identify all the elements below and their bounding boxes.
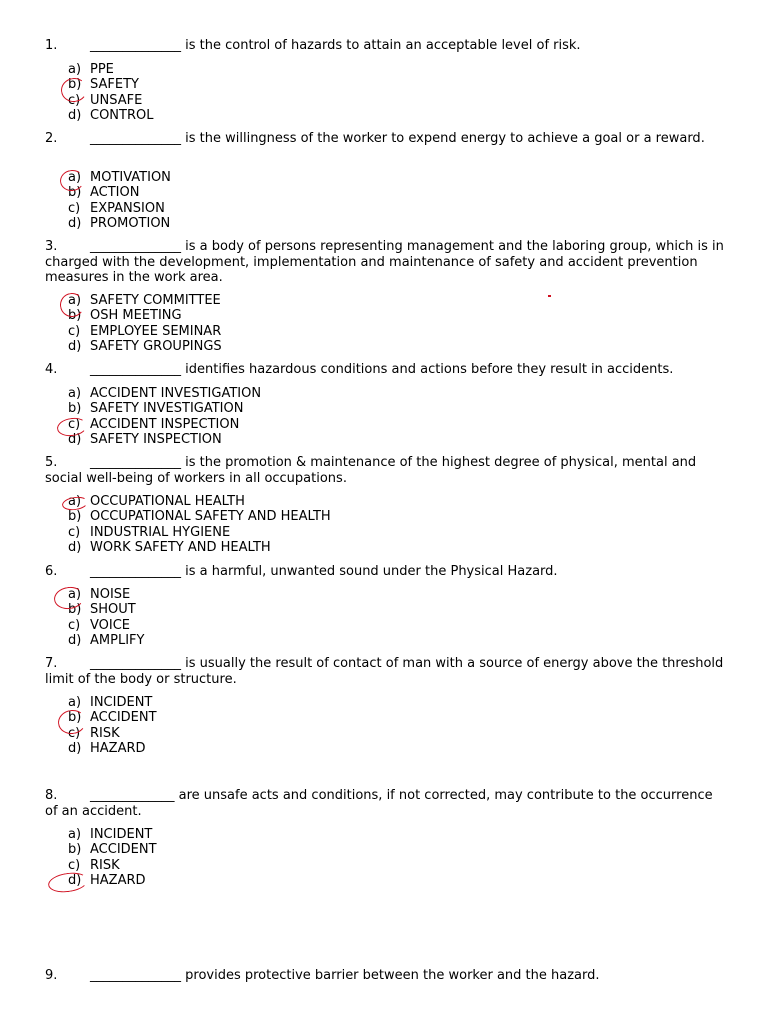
options-list-3 bbox=[68, 293, 222, 354]
question-6 bbox=[45, 564, 725, 580]
question-number: 7. bbox=[45, 656, 58, 671]
question-text: is the control of hazards to attain an acceptable level of risk. bbox=[181, 38, 581, 53]
option-letter: a) bbox=[68, 827, 82, 842]
answer-blank: ______________ bbox=[90, 362, 181, 377]
option-c bbox=[68, 201, 171, 216]
option-label: WORK SAFETY AND HEALTH bbox=[90, 539, 271, 555]
option-label: ACCIDENT bbox=[90, 842, 157, 858]
option-letter: b) bbox=[68, 308, 82, 324]
option-label: INDUSTRIAL HYGIENE bbox=[90, 524, 231, 540]
answer-blank: ______________ bbox=[90, 564, 181, 579]
option-letter: b) bbox=[68, 509, 82, 525]
question-1 bbox=[45, 38, 725, 54]
option-d bbox=[68, 540, 331, 555]
option-c bbox=[68, 858, 157, 873]
option-letter: a) bbox=[68, 587, 82, 602]
option-label: PROMOTION bbox=[90, 215, 171, 231]
option-label: ACCIDENT INVESTIGATION bbox=[90, 386, 262, 401]
option-label: VOICE bbox=[90, 617, 131, 633]
option-label: PPE bbox=[90, 62, 114, 77]
question-5 bbox=[45, 455, 725, 486]
option-label: MOTIVATION bbox=[90, 170, 171, 185]
option-b bbox=[68, 842, 157, 857]
question-text: provides protective barrier between the worker and the hazard. bbox=[181, 968, 600, 983]
option-letter: c) bbox=[68, 617, 81, 633]
question-number: 9. bbox=[45, 968, 58, 983]
option-label: ACCIDENT bbox=[90, 710, 157, 726]
option-letter: b) bbox=[68, 842, 82, 858]
option-letter: a) bbox=[68, 62, 82, 77]
option-label: AMPLIFY bbox=[90, 632, 145, 648]
option-label: RISK bbox=[90, 725, 120, 741]
option-d bbox=[68, 108, 153, 123]
option-label: EMPLOYEE SEMINAR bbox=[90, 323, 222, 339]
answer-blank: ______________ bbox=[90, 131, 181, 146]
question-number: 6. bbox=[45, 564, 58, 579]
option-label: RISK bbox=[90, 857, 120, 873]
question-number: 4. bbox=[45, 362, 58, 377]
option-a bbox=[68, 827, 157, 842]
option-letter: c) bbox=[68, 725, 81, 741]
option-label: SAFETY COMMITTEE bbox=[90, 293, 221, 308]
question-7 bbox=[45, 656, 725, 687]
question-number: 5. bbox=[45, 455, 58, 470]
answer-blank: ______________ bbox=[90, 239, 181, 254]
option-label: ACCIDENT INSPECTION bbox=[90, 416, 240, 432]
option-d bbox=[68, 633, 144, 648]
answer-blank: ______________ bbox=[90, 455, 181, 470]
options-list-4 bbox=[68, 386, 261, 447]
option-d bbox=[68, 432, 261, 447]
answer-blank: ______________ bbox=[90, 38, 181, 53]
option-label: EXPANSION bbox=[90, 200, 165, 216]
answer-blank: ______________ bbox=[90, 968, 181, 983]
option-b bbox=[68, 401, 261, 416]
option-letter: d) bbox=[68, 338, 82, 354]
option-d bbox=[68, 741, 157, 756]
option-d bbox=[68, 339, 222, 354]
question-text: are unsafe acts and conditions, if not corrected, may contribute to the occurrence of an accident. bbox=[45, 788, 713, 819]
option-label: OSH MEETING bbox=[90, 308, 182, 324]
option-letter: c) bbox=[68, 92, 81, 108]
question-number: 2. bbox=[45, 131, 58, 146]
question-text: is a harmful, unwanted sound under the Physical Hazard. bbox=[181, 564, 558, 579]
option-letter: a) bbox=[68, 386, 82, 401]
option-letter: b) bbox=[68, 602, 82, 618]
question-2 bbox=[45, 131, 725, 147]
answer-blank: _____________ bbox=[90, 788, 175, 803]
option-a bbox=[68, 386, 261, 401]
option-label: INCIDENT bbox=[90, 695, 153, 710]
options-list-5 bbox=[68, 494, 331, 555]
option-label: SAFETY INSPECTION bbox=[90, 431, 222, 447]
option-label: OCCUPATIONAL HEALTH bbox=[90, 494, 245, 509]
option-letter: d) bbox=[68, 539, 82, 555]
option-c bbox=[68, 525, 331, 540]
option-c bbox=[68, 417, 261, 432]
stray-ink-mark bbox=[548, 295, 551, 297]
option-label: CONTROL bbox=[90, 107, 154, 123]
option-label: HAZARD bbox=[90, 740, 146, 756]
option-label: INCIDENT bbox=[90, 827, 153, 842]
option-letter: d) bbox=[68, 632, 82, 648]
option-letter: b) bbox=[68, 185, 82, 201]
option-letter: a) bbox=[68, 293, 82, 308]
option-letter: a) bbox=[68, 695, 82, 710]
option-letter: c) bbox=[68, 323, 81, 339]
option-label: SHOUT bbox=[90, 602, 136, 618]
question-text: identifies hazardous conditions and actions before they result in accidents. bbox=[181, 362, 674, 377]
option-letter: d) bbox=[68, 740, 82, 756]
option-letter: a) bbox=[68, 494, 82, 509]
answer-blank: ______________ bbox=[90, 656, 181, 671]
option-a bbox=[68, 293, 222, 308]
option-c bbox=[68, 618, 144, 633]
question-3 bbox=[45, 239, 725, 286]
option-b bbox=[68, 509, 331, 524]
option-label: NOISE bbox=[90, 587, 131, 602]
option-label: SAFETY INVESTIGATION bbox=[90, 401, 244, 417]
option-d bbox=[68, 216, 171, 231]
option-label: UNSAFE bbox=[90, 92, 143, 108]
option-label: HAZARD bbox=[90, 872, 146, 888]
option-letter: c) bbox=[68, 857, 81, 873]
question-text: is usually the result of contact of man with a source of energy above the threshold limit of the body or structure. bbox=[45, 656, 724, 687]
question-text: is the willingness of the worker to expend energy to achieve a goal or a reward. bbox=[181, 131, 705, 146]
question-8 bbox=[45, 788, 725, 819]
option-letter: b) bbox=[68, 401, 82, 417]
option-letter: c) bbox=[68, 524, 81, 540]
option-label: SAFETY GROUPINGS bbox=[90, 338, 222, 354]
option-letter: d) bbox=[68, 215, 82, 231]
answer-mark-circle bbox=[47, 870, 89, 894]
option-c bbox=[68, 324, 222, 339]
option-label: ACTION bbox=[90, 185, 140, 201]
option-letter: c) bbox=[68, 200, 81, 216]
question-number: 8. bbox=[45, 788, 58, 803]
option-letter: b) bbox=[68, 710, 82, 726]
question-number: 3. bbox=[45, 239, 58, 254]
option-letter: b) bbox=[68, 77, 82, 93]
option-letter: c) bbox=[68, 416, 81, 432]
option-b bbox=[68, 308, 222, 323]
option-label: OCCUPATIONAL SAFETY AND HEALTH bbox=[90, 509, 331, 525]
option-letter: a) bbox=[68, 170, 82, 185]
question-text: is a body of persons representing management and the laboring group, which is in charged with the development, implementation and maintenance of safety and accident prevention measures in the work area. bbox=[45, 239, 724, 285]
question-number: 1. bbox=[45, 38, 58, 53]
option-a bbox=[68, 494, 331, 509]
option-b bbox=[68, 185, 171, 200]
option-letter: d) bbox=[68, 107, 82, 123]
option-letter: d) bbox=[68, 431, 82, 447]
question-9 bbox=[45, 968, 725, 984]
option-a bbox=[68, 695, 157, 710]
option-label: SAFETY bbox=[90, 77, 139, 93]
question-4 bbox=[45, 362, 725, 378]
question-text: is the promotion & maintenance of the highest degree of physical, mental and social well-being of workers in all occupations. bbox=[45, 455, 697, 486]
option-letter: d) bbox=[68, 872, 82, 888]
option-a bbox=[68, 62, 153, 77]
